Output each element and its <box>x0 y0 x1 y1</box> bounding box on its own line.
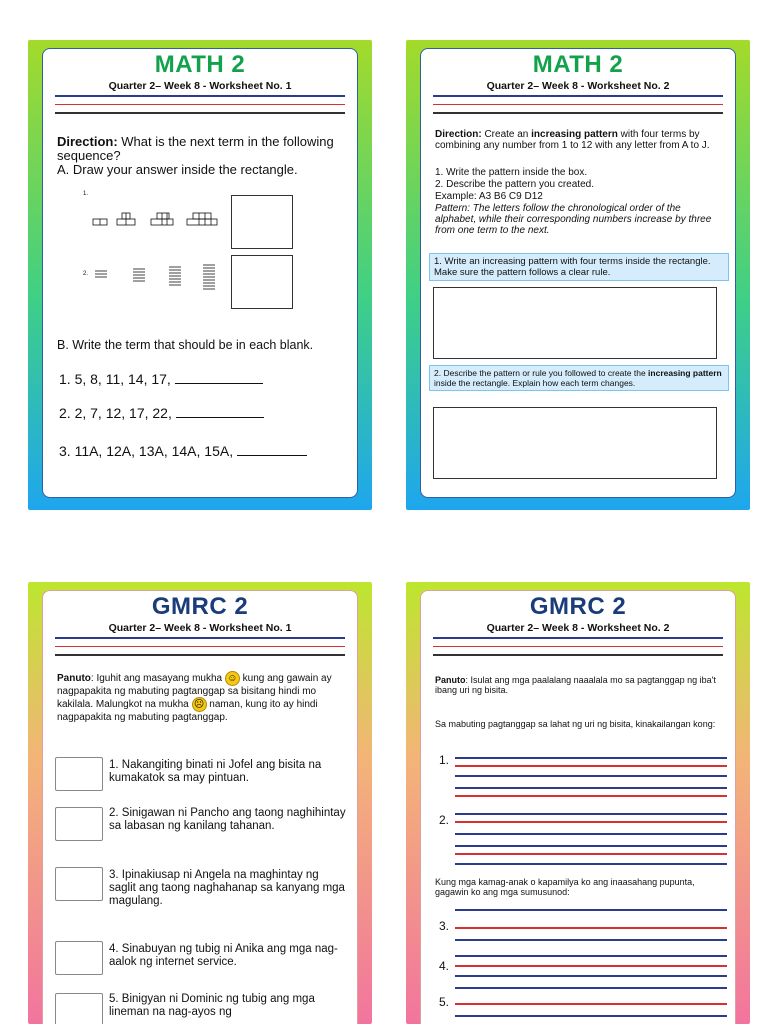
pattern-answer-box[interactable] <box>433 287 717 359</box>
answer-box-3[interactable] <box>55 867 103 901</box>
header-rules <box>55 95 345 121</box>
write-line[interactable] <box>455 757 727 759</box>
worksheet-math-2 <box>406 40 750 510</box>
sad-face-icon: ☹ <box>192 697 207 712</box>
worksheet-math-1 <box>28 40 372 510</box>
blank-1[interactable] <box>175 373 263 384</box>
write-line[interactable] <box>455 1003 727 1005</box>
write-line <box>455 845 727 847</box>
lead-text-1: Sa mabuting pagtanggap sa lahat ng uri ng bisita, kinakailangan kong: <box>435 719 716 729</box>
write-line <box>455 965 727 967</box>
worksheet-sheet <box>420 590 736 1024</box>
answer-box-2[interactable] <box>55 807 103 841</box>
write-line <box>455 833 727 835</box>
write-line[interactable] <box>455 955 727 957</box>
write-line <box>455 1015 727 1017</box>
line-number-5: 5. <box>439 995 450 1009</box>
worksheet-sheet <box>42 590 358 1024</box>
write-line <box>455 765 727 767</box>
write-line <box>455 787 727 789</box>
header-rules <box>433 95 723 121</box>
worksheet-sheet <box>420 48 736 498</box>
worksheet-sheet <box>42 48 358 498</box>
write-line <box>455 795 727 797</box>
sequence-label-1: 1. <box>83 191 89 197</box>
description-answer-box[interactable] <box>433 407 717 479</box>
lead-text-2: Kung mga kamag-anak o kapamilya ko ang inaasahang pupunta, gagawin ko ang mga sumusunod: <box>435 877 695 897</box>
answer-box-1[interactable] <box>231 195 293 249</box>
write-line <box>455 909 727 911</box>
answer-box-4[interactable] <box>55 941 103 975</box>
task-2-box: 2. Describe the pattern or rule you followed to create the increasing pattern inside the rectangle. Explain how each term changes. <box>429 365 729 391</box>
worksheet-title: MATH 2 <box>532 51 624 78</box>
pattern-text: Pattern: The letters follow the chronological order of the alphabet, while their corresponding numbers increase by three from one term to the next. <box>435 203 712 236</box>
line-number-2: 2. <box>439 813 450 827</box>
write-line <box>455 821 727 823</box>
line-number-1: 1. <box>439 753 450 767</box>
part-b-text: B. Write the term that should be in each blank. <box>57 338 314 352</box>
write-line <box>455 939 727 941</box>
item-3: 3. Ipinakiusap ni Angela na maghintay ng saglit ang taong naghahanap sa kanyang mga magulang. <box>109 869 345 907</box>
write-line <box>455 987 727 989</box>
item-4: 4. Sinabuyan ng tubig ni Anika ang mga nag-aalok ng internet service. <box>109 943 338 968</box>
answer-box-1[interactable] <box>55 757 103 791</box>
blank-2[interactable] <box>176 407 264 418</box>
write-line <box>455 853 727 855</box>
worksheet-title: MATH 2 <box>154 51 246 78</box>
write-line <box>455 775 727 777</box>
step-2: 2. Describe the pattern you created. <box>435 179 594 190</box>
write-line <box>455 975 727 977</box>
worksheet-subtitle: Quarter 2– Week 8 - Worksheet No. 1 <box>108 622 292 634</box>
header-rules <box>433 637 723 663</box>
worksheet-gmrc-1 <box>28 582 372 1024</box>
write-line <box>455 863 727 865</box>
question-2: 2. 2, 7, 12, 17, 22, <box>59 405 264 421</box>
item-5: 5. Binigyan ni Dominic ng tubig ang mga lineman na nag-ayos ng <box>109 993 315 1018</box>
worksheet-gmrc-2 <box>406 582 750 1024</box>
item-1: 1. Nakangiting binati ni Jofel ang bisita na kumakatok sa may pintuan. <box>109 759 322 784</box>
line-number-3: 3. <box>439 919 450 933</box>
write-line[interactable] <box>455 927 727 929</box>
sequence-label-2: 2. <box>83 271 89 277</box>
panuto-text: Panuto: Iguhit ang masayang mukha ☺ kung ang gawain ay nagpapakita ng mabuting pagtanggap sa bisitang hindi mo kakilala. Malungkot na mukha ☹ naman, kung ito ay hindi nagpapakita ng mabuting pagtanggap. <box>57 673 332 723</box>
question-1: 1. 5, 8, 11, 14, 17, <box>59 371 263 387</box>
shape-sequence-2 <box>93 259 223 299</box>
worksheet-subtitle: Quarter 2– Week 8 - Worksheet No. 1 <box>108 80 292 92</box>
blank-3[interactable] <box>237 445 307 456</box>
step-1: 1. Write the pattern inside the box. <box>435 167 588 178</box>
worksheet-title: GMRC 2 <box>151 593 249 620</box>
worksheet-title: GMRC 2 <box>529 593 627 620</box>
write-line[interactable] <box>455 813 727 815</box>
line-number-4: 4. <box>439 959 450 973</box>
shape-sequence-1 <box>91 209 241 233</box>
item-2: 2. Sinigawan ni Pancho ang taong naghihintay sa labasan ng kanilang tahanan. <box>109 807 346 832</box>
happy-face-icon: ☺ <box>225 671 240 686</box>
answer-box-5[interactable] <box>55 993 103 1024</box>
worksheet-subtitle: Quarter 2– Week 8 - Worksheet No. 2 <box>486 622 670 634</box>
question-3: 3. 11A, 12A, 13A, 14A, 15A, <box>59 443 307 459</box>
panuto-text: Panuto: Isulat ang mga paalalang naaalala mo sa pagtanggap ng iba't ibang uri ng bisita. <box>435 675 716 695</box>
direction-text: Direction: What is the next term in the following sequence? A. Draw your answer inside the rectangle. <box>57 134 334 177</box>
example-text: Example: A3 B6 C9 D12 <box>435 191 543 202</box>
answer-box-2[interactable] <box>231 255 293 309</box>
direction-text: Direction: Create an increasing pattern with four terms by combining any number from 1 to 12 with any letter from A to J. <box>435 129 710 151</box>
header-rules <box>55 637 345 663</box>
task-1-box: 1. Write an increasing pattern with four terms inside the rectangle. Make sure the pattern follows a clear rule. <box>429 253 729 281</box>
worksheet-subtitle: Quarter 2– Week 8 - Worksheet No. 2 <box>486 80 670 92</box>
